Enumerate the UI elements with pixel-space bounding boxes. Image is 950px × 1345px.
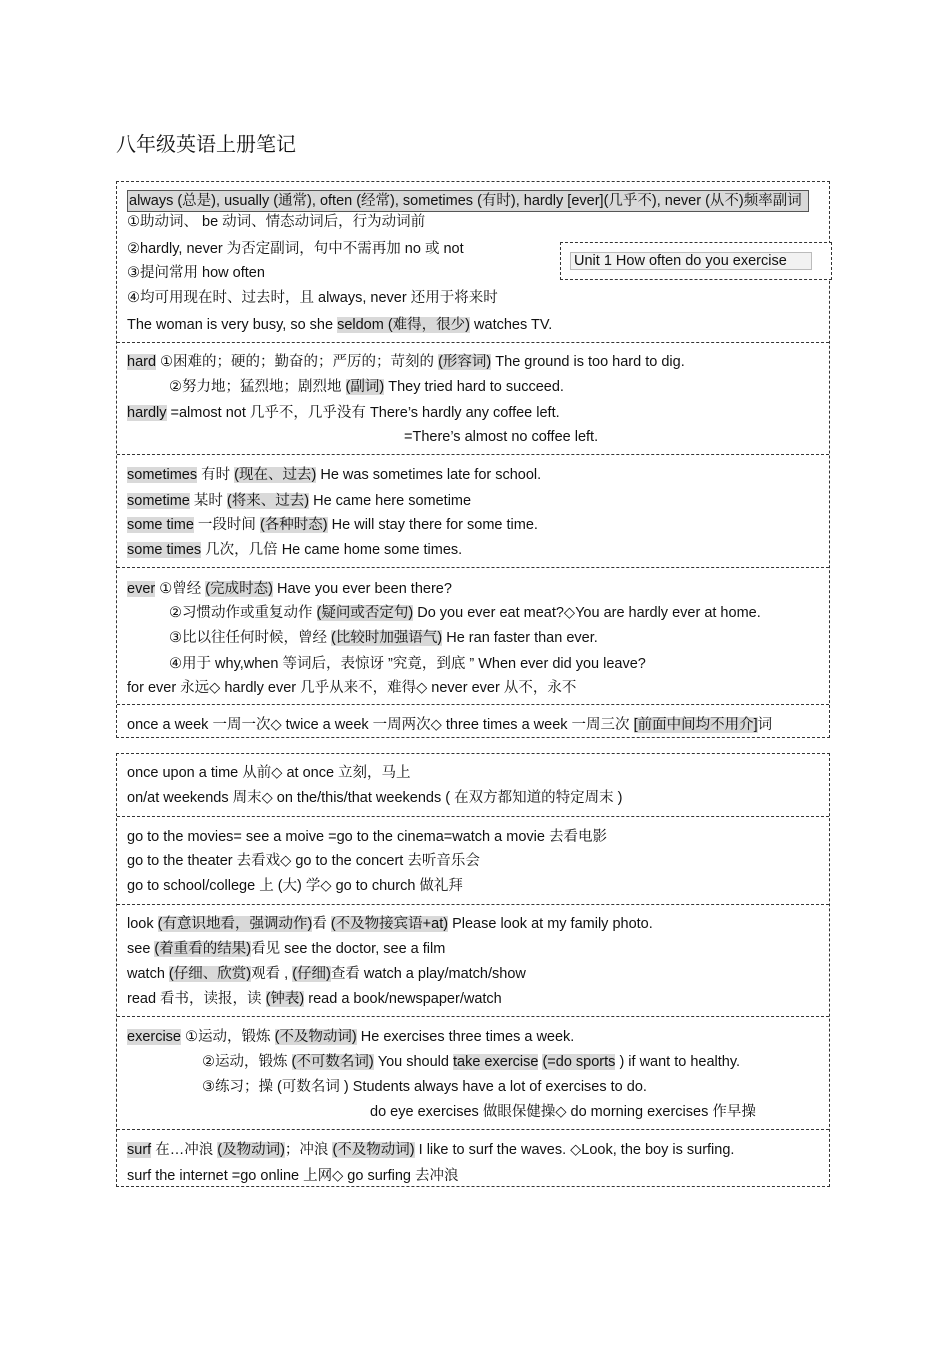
surf-pos-2: (不及物动词): [332, 1142, 415, 1158]
hard-def-2: ②努力地；猛烈地；剧烈地: [169, 379, 346, 395]
ever-def-1: ①曾经: [155, 581, 206, 597]
word-exercise: exercise: [127, 1029, 181, 1045]
hard-line-2: [169, 377, 564, 397]
hardly-line-2: =There’s almost no coffee left.: [404, 429, 599, 445]
ever-line-5: for ever 永远◇ hardly ever 几乎从来不，难得◇ never ever 从不，永不: [127, 680, 577, 696]
see-example: 看见 see the doctor, see a film: [251, 941, 446, 957]
some-times-line: [127, 540, 462, 560]
ever-tense-1: (完成时态): [205, 581, 273, 597]
hard-def-1: ①困难的；硬的；勤奋的；严厉的；苛刻的: [156, 354, 439, 370]
weekends-line: on/at weekends 周末◇ on the/this/that weekends ( 在双方都知道的特定周末 ): [127, 790, 623, 806]
section-ever: [117, 567, 829, 704]
some-time-line: [127, 515, 538, 535]
sometime-tense: (将来、过去): [226, 493, 310, 509]
word-sometime: sometime: [127, 493, 190, 509]
some-time-example: He will stay there for some time.: [327, 517, 538, 533]
watch-line: [127, 964, 526, 984]
look-note-1: (有意识地看，强调动作): [157, 916, 313, 932]
school-line: go to school/college 上 (大) 学◇ go to church 做礼拜: [127, 878, 463, 894]
page-title: 八年级英语上册笔记: [116, 132, 296, 156]
section-surf: [117, 1129, 829, 1190]
some-times-def: 几次，几倍 He came home some times.: [201, 542, 463, 558]
hardly-line-1: [127, 403, 560, 423]
some-time-tense: (各种时态): [259, 517, 328, 533]
exercise-def-1: ①运动，锻炼: [181, 1029, 275, 1045]
ever-example-2: Do you ever eat meat?◇You are hardly ever at home.: [413, 605, 761, 621]
sometime-line: [127, 491, 471, 511]
read-example: read a book/newspaper/watch: [304, 991, 502, 1007]
freq-rule-4: ④均可用现在时、过去时，且 always, never 还用于将来时: [127, 290, 498, 306]
section-exercise: [117, 1016, 829, 1129]
ever-line-2: [169, 603, 761, 623]
word-some-time: some time: [127, 517, 194, 533]
exercise-example-1: He exercises three times a week.: [356, 1029, 575, 1045]
freq-rule-3: ③提问常用 how often: [127, 265, 265, 281]
sometimes-tense: (现在、过去): [234, 467, 317, 483]
surf-example: I like to surf the waves. ◇Look, the boy is surfing.: [414, 1142, 735, 1158]
ever-line-1: [127, 579, 452, 599]
exercise-pos-1: (不及物动词): [274, 1029, 357, 1045]
hard-pos-adj: (形容词): [438, 354, 492, 370]
seldom-term: seldom (难得，很少): [337, 317, 471, 333]
exercise-line-3: ③练习；操 (可数名词 ) Students always have a lot of exercises to do.: [202, 1079, 647, 1095]
notes-box-1: [116, 181, 830, 738]
frequency-adverbs-header: always (总是), usually (通常), often (经常), sometimes (有时), hardly [ever](几乎不), never (从不)频率副词: [127, 190, 809, 212]
ever-def-2: ②习惯动作或重复动作: [169, 605, 317, 621]
freq-example-text-2: watches TV.: [470, 317, 553, 333]
word-read: read 看书，读报，读: [127, 991, 266, 1007]
surf-line-1: [127, 1140, 734, 1160]
word-surf: surf: [127, 1142, 152, 1158]
once-upon-line: once upon a time 从前◇ at once 立刻，马上: [127, 765, 411, 781]
ever-tense-2: (疑问或否定句): [316, 605, 414, 621]
exercise-line-1: [127, 1027, 574, 1047]
sometime-def: 某时: [189, 493, 227, 509]
ever-line-3: [169, 628, 598, 648]
freq-example: [127, 315, 552, 335]
freq-rule-1: ①助动词、 be 动词、情态动词后，行为动词前: [127, 214, 426, 230]
hard-pos-adv: (副词): [345, 379, 385, 395]
word-ever: ever: [127, 581, 156, 597]
once-a-week-text: once a week 一周一次◇ twice a week 一周两次◇ three times a week 一周三次: [127, 717, 634, 733]
section-hard: [117, 342, 829, 454]
exercise-example-2a: You should: [373, 1054, 453, 1070]
watch-example: 查看 watch a play/match/show: [330, 966, 526, 982]
sometimes-line: [127, 465, 541, 485]
word-some-times: some times: [127, 542, 202, 558]
read-note: (钟表): [265, 991, 305, 1007]
word-hardly: hardly: [127, 405, 167, 421]
theater-line: go to the theater 去看戏◇ go to the concert 去听音乐会: [127, 853, 480, 869]
ever-def-3: ③比以往任何时候，曾经: [169, 630, 332, 646]
sometimes-example: He was sometimes late for school.: [316, 467, 542, 483]
watch-def: 观看 ,: [251, 966, 293, 982]
word-see: see: [127, 941, 155, 957]
hard-example-1: The ground is too hard to dig.: [491, 354, 685, 370]
freq-rule-2: ②hardly, never 为否定副词，句中不需再加 no 或 not: [127, 241, 464, 257]
watch-note-1: (仔细、欣赏): [168, 966, 252, 982]
word-look: look: [127, 916, 158, 932]
exercise-pos-2: (不可数名词): [291, 1054, 374, 1070]
section-once-a-week: [117, 704, 829, 741]
watch-note-2: (仔细): [292, 966, 331, 982]
no-preposition-note: [前面中间均不用介]: [633, 717, 758, 733]
once-a-week-tail: 词: [757, 717, 773, 733]
hard-line-1: [127, 352, 685, 372]
ever-example-3: He ran faster than ever.: [442, 630, 598, 646]
movies-line: go to the movies= see a moive =go to the cinema=watch a movie 去看电影: [127, 829, 607, 845]
look-line: [127, 914, 653, 934]
exercise-example-2b: ) if want to healthy.: [615, 1054, 741, 1070]
ever-tense-3: (比较时加强语气): [331, 630, 443, 646]
section-sometimes: [117, 454, 829, 567]
section-look-see-watch-read: [117, 904, 829, 1016]
hardly-def: =almost not 几乎不，几乎没有 There’s hardly any coffee left.: [166, 405, 560, 421]
once-a-week-line: [127, 715, 772, 735]
sometimes-def: 有时: [197, 467, 235, 483]
take-exercise-term: take exercise: [453, 1054, 539, 1070]
see-line: [127, 939, 445, 959]
look-note-2: (不及物接宾语+at): [330, 916, 449, 932]
word-hard: hard: [127, 354, 157, 370]
notes-box-2: [116, 753, 830, 1187]
freq-example-text-1: The woman is very busy, so she: [127, 317, 338, 333]
ever-example-1: Have you ever been there?: [272, 581, 452, 597]
surf-def-1: 在…冲浪: [151, 1142, 218, 1158]
look-def: 看: [312, 916, 331, 932]
section-once-upon: [117, 754, 829, 816]
unit-title-box: [560, 242, 832, 280]
sometime-example: He came here sometime: [309, 493, 472, 509]
word-sometimes: sometimes: [127, 467, 198, 483]
word-watch: watch: [127, 966, 169, 982]
read-line: [127, 989, 502, 1009]
surf-def-2: ；冲浪: [284, 1142, 333, 1158]
exercise-line-4: do eye exercises 做眼保健操◇ do morning exercises 作早操: [370, 1104, 756, 1120]
see-note: (着重看的结果): [154, 941, 252, 957]
exercise-def-2: ②运动，锻炼: [202, 1054, 292, 1070]
do-sports-term: (=do sports: [542, 1054, 616, 1070]
surf-line-2: surf the internet =go online 上网◇ go surfing 去冲浪: [127, 1168, 459, 1184]
unit-title: Unit 1 How often do you exercise: [570, 252, 812, 270]
section-go-to: [117, 816, 829, 904]
hard-example-2: They tried hard to succeed.: [384, 379, 564, 395]
exercise-line-2: [202, 1052, 740, 1072]
ever-line-4: ④用于 why,when 等词后，表惊讶 ”究竟，到底 ” When ever did you leave?: [169, 656, 646, 672]
look-example: Please look at my family photo.: [448, 916, 653, 932]
section-frequency-adverbs: [117, 182, 829, 342]
surf-pos-1: (及物动词): [217, 1142, 285, 1158]
some-time-def: 一段时间: [193, 517, 260, 533]
